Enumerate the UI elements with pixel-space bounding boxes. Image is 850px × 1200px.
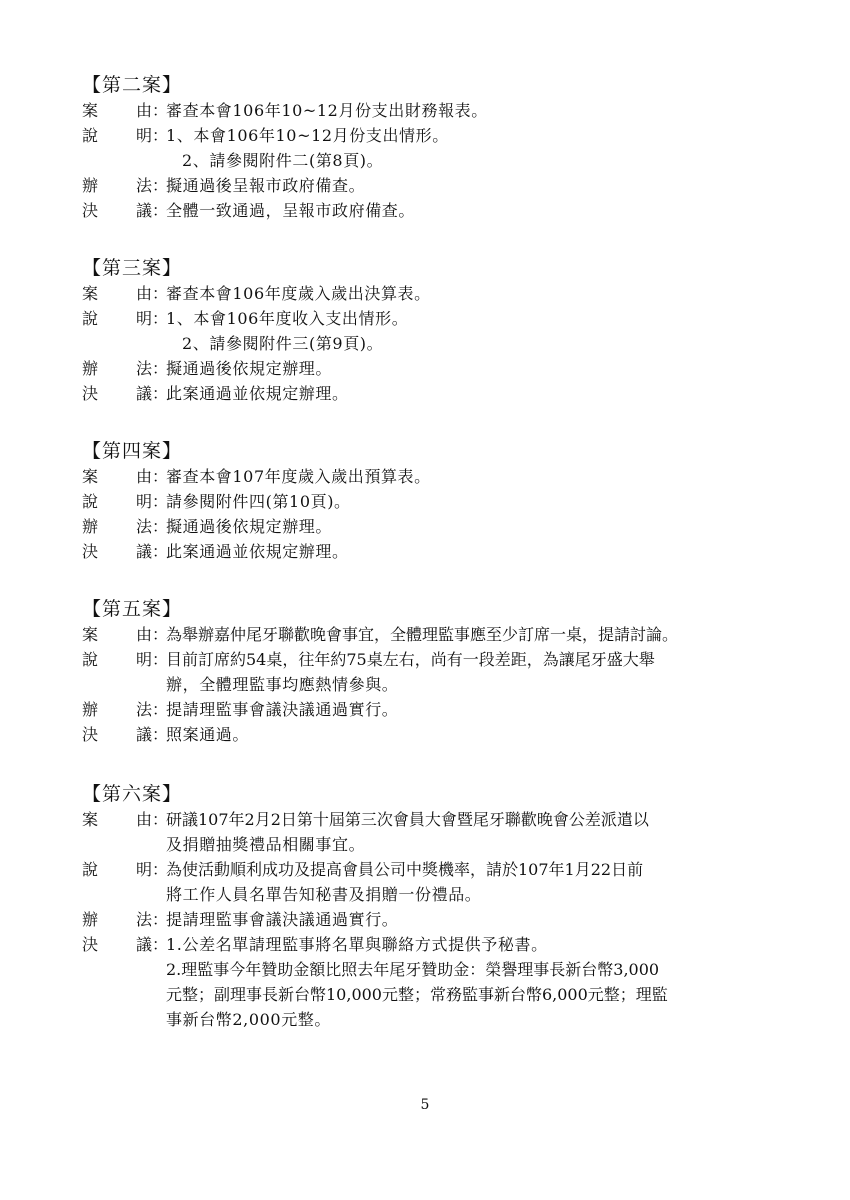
row-reason: [82, 807, 782, 857]
label-char: 議: [135, 725, 152, 744]
label-char: 說: [82, 860, 99, 879]
label-char: 案: [82, 810, 99, 829]
row-text: 審查本會107年度歲入歲出預算表。: [166, 467, 431, 486]
row-text: 擬通過後呈報市政府備查。: [166, 176, 366, 195]
row-label: [82, 123, 152, 173]
row-text: 及捐贈抽獎禮品相關事宜。: [166, 835, 366, 854]
row-text: 審查本會106年度歲入歲出決算表。: [166, 284, 431, 303]
row-resolution: [82, 932, 782, 1032]
row-colon: ：: [152, 176, 169, 195]
label-char: 由: [135, 625, 152, 644]
label-char: 議: [135, 384, 152, 403]
label-char: 決: [82, 384, 99, 403]
label-char: 辦: [82, 359, 99, 378]
label-char: 辦: [82, 910, 99, 929]
row-text: 2.理監事今年贊助金額比照去年尾牙贊助金：榮譽理事長新台幣3,000: [166, 960, 660, 979]
label-char: 明: [135, 309, 152, 328]
row-resolution: [82, 539, 782, 564]
case-6: [82, 781, 782, 1032]
case-2: [82, 72, 782, 223]
label-char: 說: [82, 126, 99, 145]
label-char: 決: [82, 935, 99, 954]
case-3: [82, 255, 782, 406]
label-char: 說: [82, 309, 99, 328]
row-label: [82, 306, 152, 356]
row-label: [82, 489, 152, 514]
row-text: 此案通過並依規定辦理。: [166, 384, 349, 403]
row-label: [82, 281, 152, 306]
label-char: 案: [82, 625, 99, 644]
label-char: 議: [135, 201, 152, 220]
row-colon: ：: [152, 650, 169, 669]
label-char: 說: [82, 492, 99, 511]
row-method: [82, 356, 782, 381]
label-char: 案: [82, 284, 99, 303]
row-text: 提請理監事會議決議通過實行。: [166, 910, 399, 929]
label-char: 由: [135, 284, 152, 303]
row-explanation: [82, 306, 782, 356]
label-char: 決: [82, 542, 99, 561]
label-char: 法: [135, 176, 152, 195]
row-colon: ：: [152, 492, 169, 511]
label-char: 案: [82, 467, 99, 486]
row-label: [82, 907, 152, 932]
row-explanation: [82, 647, 782, 697]
row-label: [82, 539, 152, 564]
row-method: [82, 907, 782, 932]
row-text: 此案通過並依規定辦理。: [166, 542, 349, 561]
label-char: 決: [82, 725, 99, 744]
row-label: [82, 198, 152, 223]
page-number: 5: [420, 1097, 430, 1113]
label-char: 由: [135, 467, 152, 486]
row-text: 審查本會106年10~12月份支出財務報表。: [166, 101, 488, 120]
row-text: 全體一致通過，呈報市政府備查。: [166, 201, 416, 220]
row-text: 1、本會106年度收入支出情形。: [166, 309, 409, 328]
label-char: 由: [135, 101, 152, 120]
case-5: [82, 596, 782, 747]
row-label: [82, 356, 152, 381]
label-char: 明: [135, 860, 152, 879]
label-char: 說: [82, 650, 99, 669]
label-char: 明: [135, 650, 152, 669]
label-char: 決: [82, 201, 99, 220]
row-text: 事新台幣2,000元整。: [166, 1010, 332, 1029]
row-colon: ：: [152, 359, 169, 378]
row-label: [82, 722, 152, 747]
row-colon: ：: [152, 101, 169, 120]
row-label: [82, 647, 152, 697]
row-label: [82, 98, 152, 123]
label-char: 法: [135, 517, 152, 536]
row-text: 為舉辦嘉仲尾牙聯歡晚會事宜，全體理監事應至少訂席一桌，提請討論。: [166, 625, 679, 644]
row-colon: ：: [152, 284, 169, 303]
row-text: 照案通過。: [166, 725, 250, 744]
row-colon: ：: [152, 860, 169, 879]
row-colon: ：: [152, 517, 169, 536]
row-label: [82, 932, 152, 1032]
row-reason: [82, 464, 782, 489]
row-colon: ：: [152, 309, 169, 328]
row-colon: ：: [152, 126, 169, 145]
label-char: 議: [135, 542, 152, 561]
label-char: 明: [135, 492, 152, 511]
label-char: 案: [82, 101, 99, 120]
row-text: 1.公差名單請理監事將名單與聯絡方式提供予秘書。: [166, 935, 548, 954]
row-reason: [82, 281, 782, 306]
row-resolution: [82, 722, 782, 747]
row-method: [82, 697, 782, 722]
row-colon: ：: [152, 910, 169, 929]
label-char: 法: [135, 910, 152, 929]
row-label: [82, 381, 152, 406]
case-title: 【第五案】: [82, 598, 183, 620]
case-title: 【第六案】: [82, 783, 183, 805]
row-explanation: [82, 489, 782, 514]
row-method: [82, 173, 782, 198]
case-title: 【第二案】: [82, 74, 183, 96]
row-text: 目前訂席約54桌，往年約75桌左右，尚有一段差距，為讓尾牙盛大舉: [166, 650, 655, 669]
row-colon: ：: [152, 625, 169, 644]
label-char: 議: [135, 935, 152, 954]
row-text: 元整；副理事長新台幣10,000元整；常務監事新台幣6,000元整；理監: [166, 985, 668, 1004]
row-text: 研議107年2月2日第十屆第三次會員大會暨尾牙聯歡晚會公差派遣以: [166, 810, 649, 829]
row-text: 1、本會106年10~12月份支出情形。: [166, 126, 449, 145]
row-explanation: [82, 123, 782, 173]
row-text: 2、請參閱附件二(第8頁)。: [182, 151, 384, 170]
row-colon: ：: [152, 384, 169, 403]
row-label: [82, 697, 152, 722]
row-text: 請參閱附件四(第10頁)。: [166, 492, 351, 511]
row-text: 2、請參閱附件三(第9頁)。: [182, 334, 384, 353]
label-char: 法: [135, 359, 152, 378]
case-title: 【第三案】: [82, 257, 183, 279]
row-colon: ：: [152, 467, 169, 486]
row-reason: [82, 98, 782, 123]
row-colon: ：: [152, 201, 169, 220]
case-4: [82, 438, 782, 564]
row-text: 將工作人員名單告知秘書及捐贈一份禮品。: [166, 885, 482, 904]
row-label: [82, 464, 152, 489]
row-colon: ：: [152, 542, 169, 561]
row-reason: [82, 622, 782, 647]
label-char: 辦: [82, 176, 99, 195]
row-label: [82, 857, 152, 907]
row-text: 辦，全體理監事均應熱情參與。: [166, 675, 399, 694]
label-char: 法: [135, 700, 152, 719]
row-text: 擬通過後依規定辦理。: [166, 517, 333, 536]
row-text: 提請理監事會議決議通過實行。: [166, 700, 399, 719]
label-char: 由: [135, 810, 152, 829]
row-method: [82, 514, 782, 539]
label-char: 辦: [82, 700, 99, 719]
label-char: 明: [135, 126, 152, 145]
row-colon: ：: [152, 725, 169, 744]
row-label: [82, 807, 152, 857]
row-label: [82, 622, 152, 647]
row-resolution: [82, 381, 782, 406]
row-explanation: [82, 857, 782, 907]
row-text: 擬通過後依規定辦理。: [166, 359, 333, 378]
row-colon: ：: [152, 935, 169, 954]
row-label: [82, 514, 152, 539]
row-colon: ：: [152, 810, 169, 829]
row-text: 為使活動順利成功及提高會員公司中獎機率，請於107年1月22日前: [166, 860, 644, 879]
row-label: [82, 173, 152, 198]
label-char: 辦: [82, 517, 99, 536]
row-colon: ：: [152, 700, 169, 719]
case-title: 【第四案】: [82, 440, 183, 462]
row-resolution: [82, 198, 782, 223]
